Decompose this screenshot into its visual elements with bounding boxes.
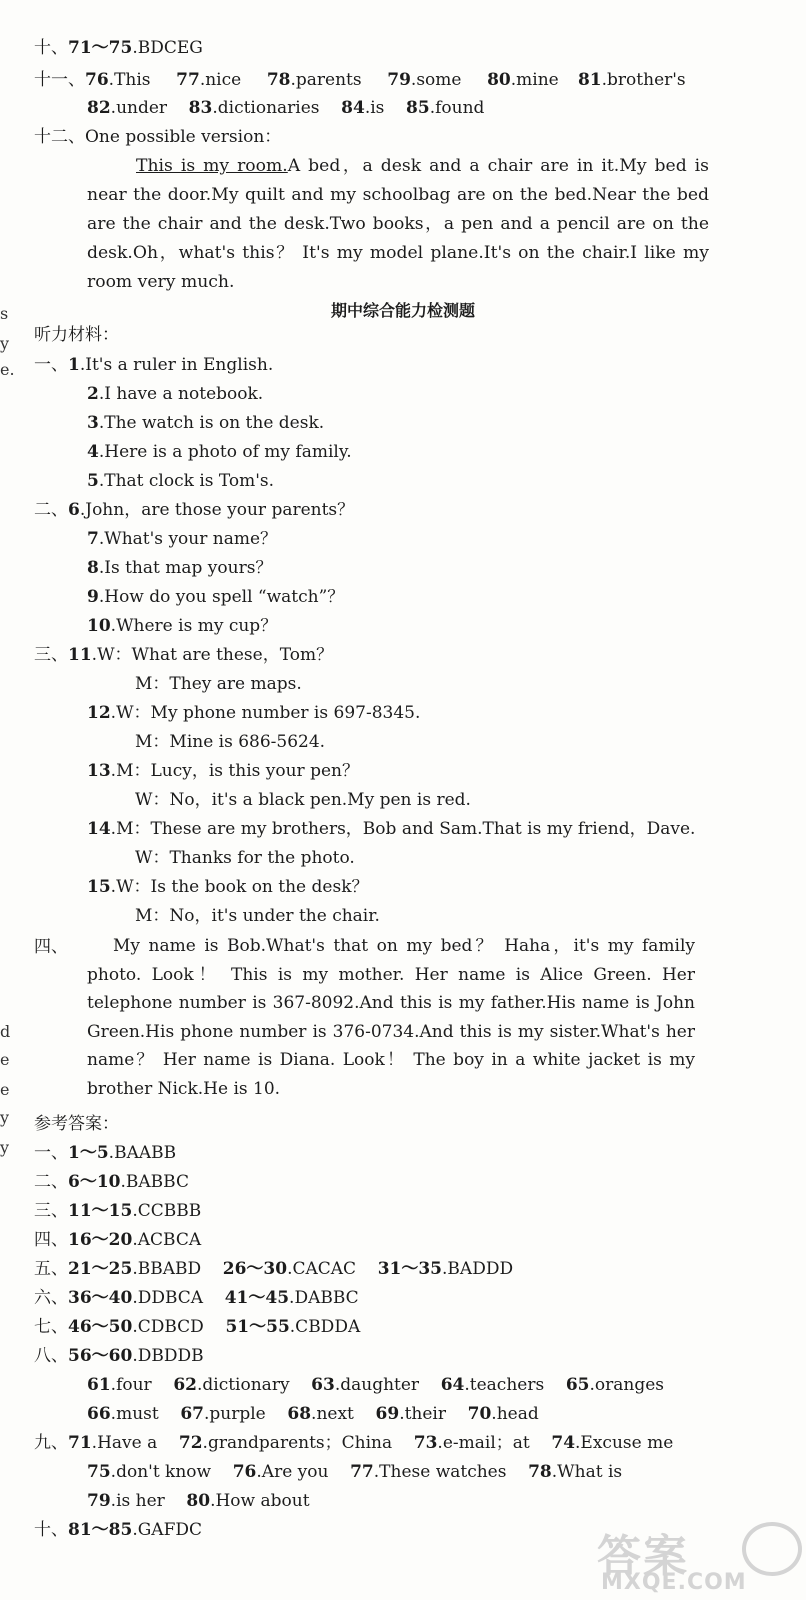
- watermark-logo: 答案 MXQE.COM: [597, 1520, 802, 1594]
- answer-row: [34, 1172, 189, 1192]
- listening-7: 7.What's your name？: [87, 529, 278, 549]
- listening-passage: My name is Bob.What's that on my bed？ Haha，it's my family photo. Look！ This is my mother. Her name is Alice Green. Her telephone number is 367-8092.And this is my father.His name is John Green.His phone number is 376-0734.And this is my sister.What's her name？ Her name is Diana. Look！ The boy in a white jacket is my brother Nick.He is 10.: [87, 936, 695, 1099]
- listening-14-reply: W：Thanks for the photo.: [135, 848, 355, 868]
- listening-13-reply: W：No，it's a black pen.My pen is red.: [135, 790, 471, 810]
- listening-15: 15.W：Is the book on the desk？: [87, 877, 369, 897]
- answer-question-number: 75: [87, 1462, 111, 1482]
- answer-section-number: 五、: [34, 1259, 68, 1279]
- listening-11-reply: M：They are maps.: [135, 674, 302, 694]
- answer-value: .Are you: [256, 1462, 329, 1482]
- answer-question-number: 80: [186, 1491, 211, 1511]
- answer-value: .BBABD: [132, 1259, 202, 1279]
- listening-11: 三、11.W：What are these，Tom？: [34, 645, 334, 665]
- listening-6: 二、6.John，are those your parents？: [34, 500, 355, 520]
- answer-row: [34, 1143, 176, 1163]
- answer-row-10: 十、71～75.BDCEG: [34, 38, 203, 58]
- listening-13: 13.M：Lucy，is this your pen？: [87, 761, 359, 781]
- listening-14: 14.M：These are my brothers，Bob and Sam.That is my friend，Dave.: [87, 819, 696, 839]
- answer-value: .Have a: [91, 1433, 158, 1453]
- answer-value: .ACBCA: [132, 1230, 202, 1250]
- answer-row: [34, 1259, 513, 1279]
- answer-value: .CBDDA: [289, 1317, 361, 1337]
- answer-value: .grandparents；China: [202, 1433, 393, 1453]
- listening-12: 12.W：My phone number is 697-8345.: [87, 703, 421, 723]
- answer-value: .their: [399, 1404, 446, 1424]
- answer-value: .next: [311, 1404, 354, 1424]
- answer-question-number: 46～50: [68, 1317, 133, 1337]
- answer-row: [87, 1462, 622, 1482]
- listening-label: 听力材料：: [34, 325, 119, 345]
- margin-letter: y: [0, 1138, 10, 1157]
- answer-question-number: 41～45: [224, 1288, 290, 1308]
- answer-question-number: 63: [311, 1375, 335, 1395]
- answer-value: .What is: [551, 1462, 623, 1482]
- answer-value: .oranges: [589, 1375, 665, 1395]
- answer-question-number: 79: [87, 1491, 111, 1511]
- essay-body: A bed，a desk and a chair are in it.My bed is near the door.My quilt and my schoolbag are on the bed.Near the bed are the chair and the desk.Two books，a pen and a pencil are on the desk.Oh，what's this？ It's my model plane.It's on the chair.I like my room very much.: [87, 156, 709, 292]
- answer-question-number: 56～60: [68, 1346, 133, 1366]
- listening-12-reply: M：Mine is 686-5624.: [135, 732, 326, 752]
- answer-value: .BAABB: [108, 1143, 177, 1163]
- answer-section-number: 十、: [34, 1520, 68, 1540]
- listening-10: 10.Where is my cup？: [87, 616, 278, 636]
- answer-section-number: 九、: [34, 1433, 68, 1453]
- listening-9: 9.How do you spell “watch”？: [87, 587, 345, 607]
- sample-essay: [87, 152, 709, 297]
- answer-question-number: 61: [87, 1375, 111, 1395]
- answer-question-number: 77: [350, 1462, 374, 1482]
- answer-question-number: 31～35: [377, 1259, 443, 1279]
- answer-value: .Excuse me: [575, 1433, 674, 1453]
- answer-value: .CACAC: [287, 1259, 357, 1279]
- answer-section-number: 三、: [34, 1201, 68, 1221]
- answer-value: .BABBC: [120, 1172, 189, 1192]
- answer-row: [87, 1491, 310, 1511]
- answer-row: [34, 1346, 204, 1366]
- answer-question-number: 71: [68, 1433, 92, 1453]
- answer-question-number: 73: [413, 1433, 438, 1453]
- answer-value: .dictionary: [196, 1375, 290, 1395]
- answer-value: .is her: [110, 1491, 165, 1511]
- answer-question-number: 76: [232, 1462, 257, 1482]
- answer-row: [87, 1375, 664, 1395]
- margin-letter: y: [0, 334, 10, 353]
- answer-question-number: 74: [551, 1433, 576, 1453]
- answer-value: .CCBBB: [132, 1201, 202, 1221]
- answer-row: [34, 1317, 360, 1337]
- answer-section-number: 四、: [34, 1230, 68, 1250]
- answer-question-number: 69: [375, 1404, 400, 1424]
- listening-8: 8.Is that map yours？: [87, 558, 273, 578]
- answer-row: [87, 1404, 539, 1424]
- answer-question-number: 36～40: [68, 1288, 133, 1308]
- answer-value: .purple: [204, 1404, 266, 1424]
- answer-value: .How about: [210, 1491, 310, 1511]
- essay-first-sentence: This is my room.: [136, 156, 288, 176]
- answer-section-number: 七、: [34, 1317, 68, 1337]
- answer-question-number: 11～15: [68, 1201, 133, 1221]
- answer-value: .daughter: [334, 1375, 420, 1395]
- answer-row: [34, 1520, 202, 1540]
- answer-question-number: 21～25: [68, 1259, 133, 1279]
- answer-value: .don't know: [110, 1462, 212, 1482]
- answer-question-number: 26～30: [222, 1259, 288, 1279]
- answer-row: [34, 1230, 201, 1250]
- answer-question-number: 65: [565, 1375, 590, 1395]
- answer-question-number: 64: [440, 1375, 465, 1395]
- answer-section-number: 六、: [34, 1288, 68, 1308]
- answer-row-12: 十二、One possible version：: [34, 127, 282, 147]
- answer-row: [34, 1288, 359, 1308]
- answer-question-number: 81～85: [68, 1520, 133, 1540]
- answer-value: .DDBCA: [132, 1288, 204, 1308]
- listening-2: 2.I have a notebook.: [87, 384, 264, 404]
- answer-question-number: 78: [528, 1462, 552, 1482]
- answer-row-11-cont: 82.under 83.dictionaries 84.is 85.found: [87, 98, 485, 118]
- listening-3: 3.The watch is on the desk.: [87, 413, 325, 433]
- answer-value: .GAFDC: [132, 1520, 203, 1540]
- margin-letter: d: [0, 1022, 11, 1041]
- answer-row-11: 十一、76.This 77.nice 78.parents 79.some 80.mine 81.brother's: [34, 70, 686, 90]
- margin-letter: y: [0, 1108, 10, 1127]
- answer-value: .DBDDB: [132, 1346, 204, 1366]
- answer-question-number: 16～20: [68, 1230, 133, 1250]
- margin-letter: e: [0, 1080, 10, 1099]
- listening-4-label: 四、: [34, 937, 68, 957]
- answer-value: .DABBC: [289, 1288, 359, 1308]
- answer-value: .CDBCD: [132, 1317, 204, 1337]
- margin-letter: e: [0, 1050, 10, 1069]
- answer-question-number: 68: [287, 1404, 312, 1424]
- answer-value: .BADDD: [442, 1259, 514, 1279]
- answer-value: .four: [110, 1375, 152, 1395]
- answer-value: .must: [110, 1404, 159, 1424]
- answer-question-number: 62: [173, 1375, 197, 1395]
- answer-section-number: 一、: [34, 1143, 68, 1163]
- section-title: 期中综合能力检测题: [330, 301, 475, 320]
- listening-1: 一、1.It's a ruler in English.: [34, 355, 274, 375]
- listening-5: 5.That clock is Tom's.: [87, 471, 275, 491]
- listening-15-reply: M：No，it's under the chair.: [135, 906, 380, 926]
- answer-question-number: 67: [180, 1404, 204, 1424]
- answer-value: .e-mail；at: [437, 1433, 530, 1453]
- answer-question-number: 66: [87, 1404, 111, 1424]
- answer-question-number: 70: [467, 1404, 492, 1424]
- answer-value: .head: [491, 1404, 539, 1424]
- answer-section-number: 八、: [34, 1346, 68, 1366]
- answer-question-number: 72: [178, 1433, 203, 1453]
- answers-label: 参考答案：: [34, 1114, 119, 1134]
- answer-value: .teachers: [464, 1375, 545, 1395]
- answer-row: [34, 1201, 201, 1221]
- answer-question-number: 6～10: [68, 1172, 121, 1192]
- listening-4: 4.Here is a photo of my family.: [87, 442, 352, 462]
- answer-question-number: 1～5: [68, 1143, 109, 1163]
- answer-value: .These watches: [373, 1462, 507, 1482]
- answer-section-number: 二、: [34, 1172, 68, 1192]
- answer-question-number: 51～55: [225, 1317, 290, 1337]
- margin-letter: s: [0, 304, 9, 323]
- answer-row: [34, 1433, 673, 1453]
- margin-letter: e.: [0, 360, 15, 379]
